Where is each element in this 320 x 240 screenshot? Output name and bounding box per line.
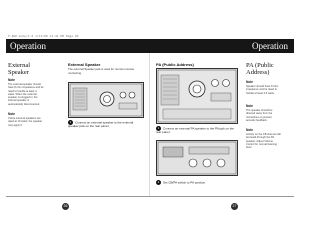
right-header-title: Operation — [252, 41, 288, 51]
right-step-2-number: 2 — [157, 180, 160, 184]
right-step-1-text: Connect an external PA speaker to the PA jack on the rear panel. — [156, 126, 234, 134]
right-note-2-text: The speaker should be directed away from the microphone to prevent acoustic feedback. — [246, 109, 273, 122]
left-note-1-text: The external speaker should have 8 ohm impedance and be rated to handle at least 4 watts. When the external speaker is plugged in, the internal speaker is automatically disconnected. — [8, 83, 44, 106]
left-step-1-text: Connect an external speaker to the external speaker jack on the rear panel. — [68, 120, 134, 128]
radio-rear-panel-illustration — [68, 82, 144, 118]
page-gutter — [149, 53, 150, 196]
right-step-1 — [156, 126, 240, 135]
right-note-1-head: Note — [246, 80, 254, 84]
pa-rear-panel-illustration — [156, 68, 238, 124]
right-note-2-head: Note — [246, 104, 254, 108]
right-box-title: PA (Public Address) — [156, 62, 194, 67]
pa-panel-drawing — [157, 69, 237, 123]
right-side-title: PA (Public Address) — [246, 62, 274, 76]
print-mark: F-8GE-Acmo/1.0 1/13/00 12:41 PM Page 26 — [8, 34, 79, 38]
left-step-1-number: 1 — [69, 120, 72, 124]
left-header-title: Operation — [10, 41, 46, 51]
right-step-2-text: Set CB/PA switch to PA position. — [163, 180, 206, 185]
radio-front-illustration — [156, 140, 238, 176]
left-step-1 — [68, 120, 144, 129]
left-page-number: 26 — [63, 204, 68, 208]
left-note-2-text: Cobra external speakers are rated at 10 watts; the speaker may apply 5. — [8, 117, 43, 127]
left-side-title: External Speaker — [8, 62, 31, 76]
right-header-band — [150, 39, 294, 53]
right-note-3-head: Note — [246, 128, 254, 132]
rear-panel-drawing — [69, 83, 143, 117]
right-note-3-text: Activity on the CB channel will be heard through the PA speaker. Adjust Volume Control for normal listening level. — [246, 133, 281, 150]
right-page-number: 27 — [232, 204, 237, 208]
left-box-title: External Speaker — [68, 62, 101, 67]
left-box-text: The external Speaker jack is used for remote receiver monitoring. — [68, 67, 135, 75]
right-step-2 — [156, 180, 240, 185]
right-note-1-text: Speaker should have 8 ohm impedance and be rated to handle at least 4.5 watts. — [246, 85, 279, 95]
left-header-band — [6, 39, 150, 53]
front-panel-drawing — [157, 141, 237, 175]
left-note-2-head: Note — [8, 112, 16, 116]
right-step-1-number: 1 — [157, 126, 160, 130]
left-note-1-head: Note — [8, 78, 16, 82]
footer-rule — [6, 196, 294, 197]
